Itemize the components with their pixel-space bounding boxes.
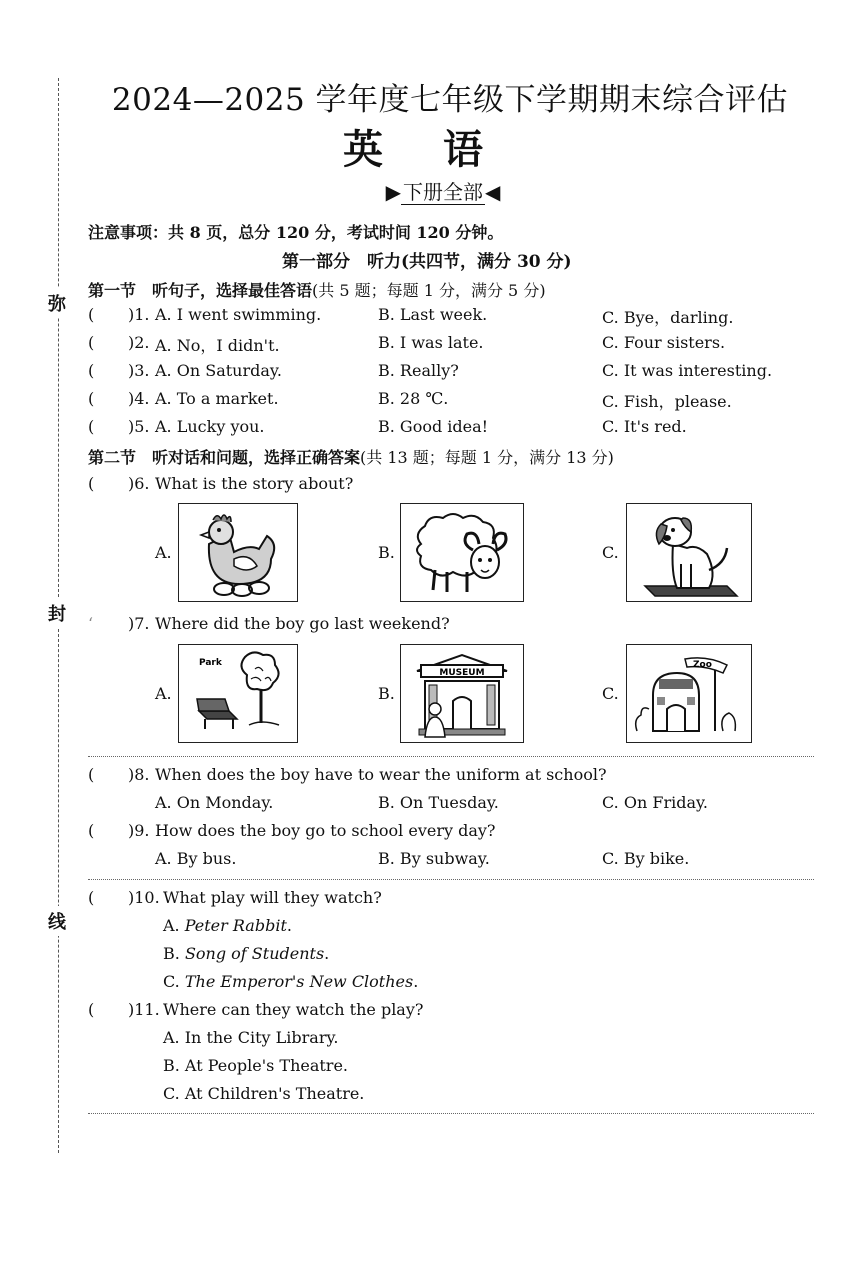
museum-picture	[400, 644, 524, 743]
option-a-label: A.	[155, 543, 172, 562]
option-c: C. At Children's Theatre.	[163, 1084, 365, 1103]
option-a: A. On Monday.	[155, 793, 274, 812]
section1-note: (共 5 题；每题 1 分，满分 5 分)	[312, 281, 546, 300]
option-a: A. By bus.	[155, 849, 237, 868]
play-title: Song of Students	[184, 944, 325, 963]
part1-title: 第一部分 听力(共四节，满分 30 分)	[282, 252, 572, 272]
question-text: What is the story about?	[155, 474, 354, 493]
question-number: )9.	[128, 821, 150, 840]
answer-paren: (	[88, 1000, 95, 1019]
option-c: C. Bye，darling.	[602, 308, 734, 327]
option-c: C. It's red.	[602, 417, 687, 436]
sheep-icon	[400, 503, 524, 602]
zoo-picture	[626, 644, 752, 743]
question-text: Where did the boy go last weekend?	[155, 614, 450, 633]
zoo-sign: Zoo	[693, 660, 712, 670]
scope-label	[0, 176, 860, 205]
triangle-left-icon: ◀	[485, 180, 501, 204]
question-text: How does the boy go to school every day?	[155, 821, 496, 840]
binding-char-xian: 线	[48, 906, 66, 936]
option-c: C. By bike.	[602, 849, 690, 868]
play-title: Peter Rabbit	[184, 916, 287, 935]
option-a: A. I went swimming.	[155, 305, 322, 324]
answer-paren: (	[88, 821, 95, 840]
answer-paren: (	[88, 888, 95, 907]
option-a-label: A.	[155, 684, 172, 703]
section2-note: (共 13 题；每题 1 分，满分 13 分)	[360, 448, 614, 467]
answer-paren: (	[88, 765, 95, 784]
option-c: C. On Friday.	[602, 793, 708, 812]
section2-title: 第二节 听对话和问题，选择正确答案	[88, 448, 361, 467]
option-a: A. Lucky you.	[155, 417, 265, 436]
binding-char-feng: 封	[48, 598, 66, 628]
section2-heading	[88, 445, 614, 468]
museum-sign: MUSEUM	[439, 668, 485, 678]
answer-paren: ‘	[88, 614, 94, 633]
option-b-label: B.	[378, 543, 395, 562]
option-letter: A.	[163, 916, 185, 935]
option-a: A. On Saturday.	[155, 361, 282, 380]
park-sign: Park	[199, 658, 222, 668]
answer-paren: (	[88, 417, 95, 436]
answer-paren: (	[88, 361, 95, 380]
dotted-separator	[88, 756, 814, 757]
option-b: B. Good idea!	[378, 417, 489, 436]
answer-paren: (	[88, 474, 95, 493]
triangle-right-icon: ▶	[385, 180, 401, 204]
question-number: )10.	[128, 888, 160, 907]
option-letter: C.	[163, 972, 185, 991]
question-number: )4.	[128, 389, 150, 408]
option-b: B. On Tuesday.	[378, 793, 499, 812]
option-c: C. Four sisters.	[602, 333, 726, 352]
option-b: B. At People's Theatre.	[163, 1056, 349, 1075]
dog-icon	[626, 503, 752, 602]
question-number: )6.	[128, 474, 150, 493]
binding-char-mi: 弥	[48, 288, 66, 318]
park-picture	[178, 644, 298, 743]
answer-paren: (	[88, 389, 95, 408]
question-text: Where can they watch the play?	[163, 1000, 424, 1019]
option-c	[163, 972, 418, 991]
option-a: A. To a market.	[155, 389, 279, 408]
option-c: C. Fish，please.	[602, 392, 732, 411]
answer-paren: (	[88, 305, 95, 324]
hen-icon	[178, 503, 298, 602]
option-a: A. In the City Library.	[163, 1028, 339, 1047]
question-number: )8.	[128, 765, 150, 784]
option-b	[163, 944, 329, 963]
notice: 注意事项：共 8 页，总分 120 分，考试时间 120 分钟。	[88, 223, 504, 242]
question-number: )11.	[128, 1000, 160, 1019]
option-b: B. 28 ℃.	[378, 389, 449, 408]
dotted-separator	[88, 1113, 814, 1114]
option-b: B. Last week.	[378, 305, 488, 324]
question-text: When does the boy have to wear the uniform at school?	[155, 765, 607, 784]
option-end: .	[286, 916, 292, 935]
question-number: )3.	[128, 361, 150, 380]
option-c: C. It was interesting.	[602, 361, 773, 380]
option-b: B. By subway.	[378, 849, 490, 868]
scope-text: 下册全部	[403, 180, 483, 204]
exam-title: 2024—2025 学年度七年级下学期期末综合评估	[111, 82, 789, 118]
option-end: .	[324, 944, 330, 963]
subject-title: 英语	[343, 126, 543, 173]
answer-paren: (	[88, 333, 95, 352]
option-end: .	[413, 972, 419, 991]
play-title: The Emperor's New Clothes	[184, 972, 414, 991]
option-b: B. I was late.	[378, 333, 484, 352]
option-letter: B.	[163, 944, 185, 963]
question-number: )7.	[128, 614, 150, 633]
option-b-label: B.	[378, 684, 395, 703]
option-c-label: C.	[602, 543, 619, 562]
question-number: )2.	[128, 333, 150, 352]
question-number: )5.	[128, 417, 150, 436]
option-b: B. Really?	[378, 361, 459, 380]
question-text: What play will they watch?	[163, 888, 382, 907]
option-a	[163, 916, 292, 935]
dotted-separator	[88, 879, 814, 880]
option-c-label: C.	[602, 684, 619, 703]
section1-heading	[88, 278, 546, 301]
option-a: A. No，I didn't.	[155, 336, 280, 355]
question-number: )1.	[128, 305, 150, 324]
section1-title: 第一节 听句子，选择最佳答语	[88, 281, 313, 300]
